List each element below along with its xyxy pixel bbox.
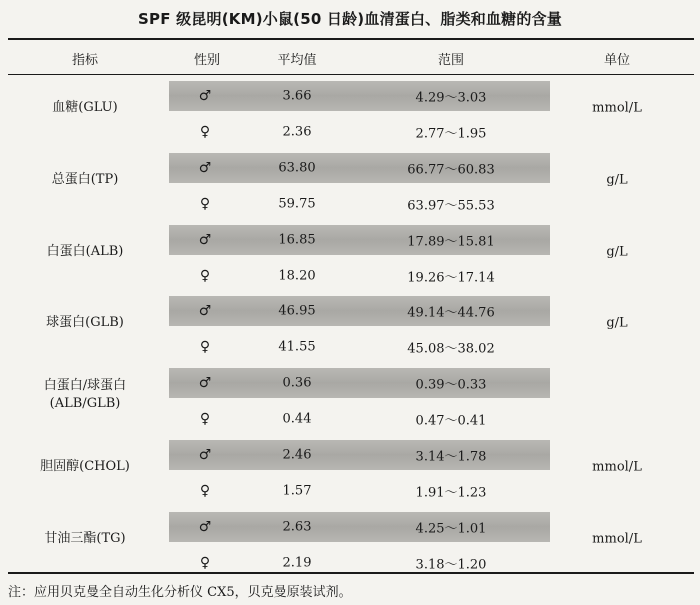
- male-mean: 0.36: [282, 375, 312, 391]
- indicator-label: 胆固醇(CHOL): [40, 458, 130, 474]
- female-range: 19.26～17.14: [407, 270, 495, 285]
- indicator-label: 甘油三酯(TG): [44, 530, 126, 546]
- sex-male-symbol: ♂: [198, 231, 212, 248]
- female-range: 45.08～38.02: [407, 341, 495, 357]
- sex-male-symbol: ♂: [198, 88, 212, 104]
- header-mean: 平均值: [277, 53, 317, 68]
- header-range: 范围: [437, 53, 465, 68]
- sex-female-symbol: ♀: [199, 195, 211, 212]
- unit-label: mmol/L: [592, 531, 642, 547]
- sex-female-symbol: ♀: [199, 482, 211, 499]
- unit-label: g/L: [606, 244, 628, 260]
- female-range: 0.47～0.41: [415, 413, 487, 429]
- female-range: 1.91～1.23: [415, 485, 487, 501]
- indicator-label: 白蛋白/球蛋白 (ALB/GLB): [43, 378, 127, 412]
- sex-female-symbol: ♀: [199, 267, 211, 284]
- male-range: 66.77～60.83: [407, 162, 495, 178]
- indicator-label: 白蛋白(ALB): [46, 243, 124, 259]
- male-range: 3.14～1.78: [415, 449, 487, 465]
- header-rule: [8, 74, 694, 75]
- male-row-shading: [169, 81, 550, 111]
- female-mean: 18.20: [278, 268, 316, 283]
- male-mean: 46.95: [278, 303, 316, 319]
- sex-male-symbol: ♂: [198, 518, 212, 535]
- male-row-shading: [169, 368, 550, 398]
- sex-male-symbol: ♂: [198, 303, 212, 320]
- male-range: 4.25～1.01: [415, 521, 487, 537]
- male-mean: 16.85: [278, 232, 316, 248]
- indicator-label: 总蛋白(TP): [51, 171, 119, 187]
- indicator-label: 血糖(GLU): [52, 99, 118, 115]
- male-mean: 3.66: [282, 88, 312, 104]
- header-unit: 单位: [603, 53, 631, 68]
- female-range: 2.77～1.95: [415, 126, 487, 142]
- unit-label: g/L: [606, 315, 628, 331]
- unit-label: mmol/L: [592, 459, 642, 475]
- table-note: 注：应用贝克曼全自动生化分析仪 CX5，贝克曼原装试剂。: [8, 585, 352, 600]
- unit-label: mmol/L: [592, 100, 642, 116]
- table-title: SPF 级昆明(KM)小鼠(50 日龄)血清蛋白、脂类和血糖的含量: [138, 10, 562, 28]
- female-mean: 0.44: [282, 411, 312, 427]
- male-mean: 2.63: [282, 519, 312, 535]
- male-range: 17.89～15.81: [407, 234, 495, 250]
- header-sex: 性别: [193, 53, 221, 68]
- female-mean: 2.19: [282, 555, 312, 571]
- indicator-label: 球蛋白(GLB): [46, 315, 124, 331]
- sex-female-symbol: ♀: [199, 411, 211, 428]
- male-mean: 2.46: [282, 447, 312, 463]
- female-mean: 59.75: [278, 196, 316, 212]
- male-row-shading: [169, 512, 550, 542]
- male-range: 4.29～3.03: [415, 90, 487, 106]
- male-row-shading: [169, 440, 550, 470]
- sex-female-symbol: ♀: [199, 554, 211, 571]
- male-range: 49.14～44.76: [407, 305, 495, 321]
- table-header: [0, 39, 700, 74]
- sex-male-symbol: ♂: [198, 159, 212, 176]
- sex-female-symbol: ♀: [199, 339, 211, 356]
- unit-label: g/L: [606, 172, 628, 188]
- female-mean: 41.55: [278, 339, 316, 355]
- male-mean: 63.80: [278, 160, 316, 176]
- female-mean: 2.36: [282, 124, 312, 140]
- sex-male-symbol: ♂: [198, 375, 212, 392]
- female-range: 3.18～1.20: [415, 557, 487, 573]
- sex-female-symbol: ♀: [199, 123, 211, 140]
- sex-male-symbol: ♂: [198, 447, 212, 463]
- bottom-rule: [8, 572, 694, 574]
- female-range: 63.97～55.53: [407, 198, 495, 214]
- male-range: 0.39～0.33: [415, 377, 487, 393]
- header-indicator: 指标: [71, 53, 99, 68]
- female-mean: 1.57: [282, 483, 312, 499]
